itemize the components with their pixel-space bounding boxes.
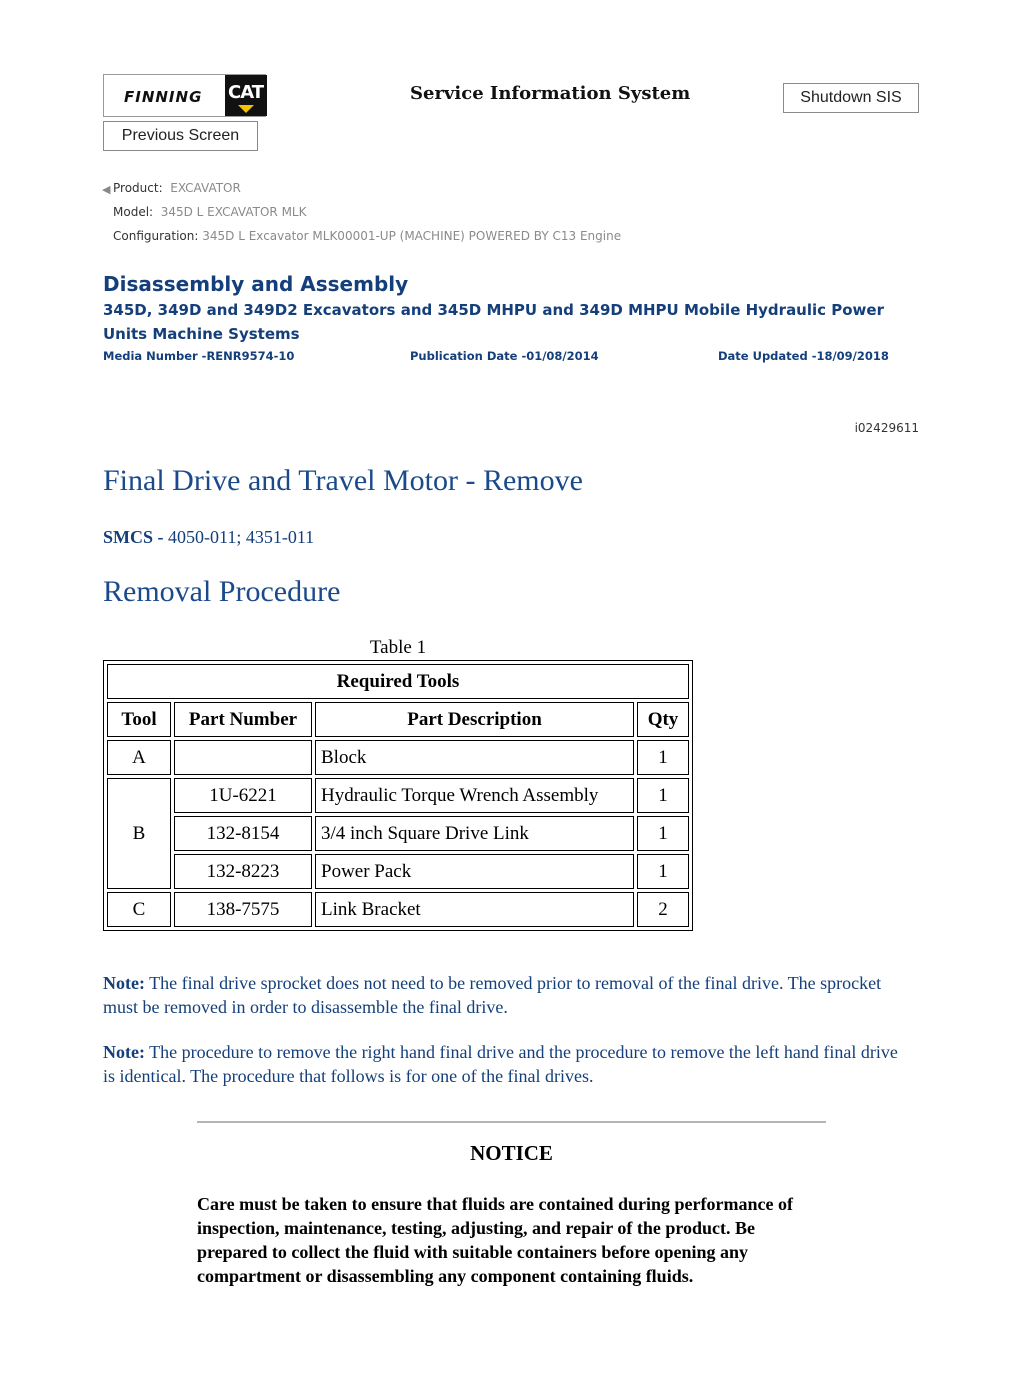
- part-number-cell: 132-8154: [174, 816, 312, 851]
- table-row: [107, 816, 689, 851]
- tool-cell: A: [107, 740, 171, 775]
- note-text: The final drive sprocket does not need to be removed prior to removal of the final drive. The sprocket must be removed in order to disassemble the final drive.: [103, 973, 882, 1017]
- note-label: Note:: [103, 1042, 145, 1062]
- table-title-row: [107, 664, 689, 699]
- date-updated: Date Updated -18/09/2018: [718, 349, 889, 363]
- part-description-cell: 3/4 inch Square Drive Link: [315, 816, 634, 851]
- cat-logo-text: CAT: [228, 82, 264, 103]
- table-row: [107, 854, 689, 889]
- table-row: [107, 892, 689, 927]
- cat-triangle-icon: [238, 105, 254, 113]
- notice-title: NOTICE: [470, 1141, 553, 1165]
- finning-cat-logo: [103, 74, 266, 117]
- finning-logo-text: FINNING: [124, 88, 203, 106]
- smcs-value: 4050-011; 4351-011: [163, 527, 315, 547]
- shutdown-sis-button[interactable]: Shutdown SIS: [783, 83, 919, 113]
- qty-cell: 1: [637, 740, 689, 775]
- note-paragraph: [103, 1040, 903, 1088]
- product-label: Product:: [113, 181, 163, 195]
- column-header-tool: Tool: [107, 702, 171, 737]
- part-number-cell: 1U-6221: [174, 778, 312, 813]
- publication-date: Publication Date -01/08/2014: [410, 349, 599, 363]
- column-header-part-description: Part Description: [315, 702, 634, 737]
- product-value[interactable]: EXCAVATOR: [170, 181, 241, 195]
- section-heading: Disassembly and Assembly: [103, 272, 409, 296]
- sis-title: Service Information System: [410, 83, 691, 104]
- table-title: Required Tools: [107, 664, 689, 699]
- document-id: i02429611: [854, 421, 919, 435]
- required-tools-table: [103, 660, 693, 931]
- qty-cell: 2: [637, 892, 689, 927]
- part-number-cell: 132-8223: [174, 854, 312, 889]
- notice-divider: [197, 1121, 826, 1123]
- document-subtitle: 345D, 349D and 349D2 Excavators and 345D MHPU and 349D MHPU Mobile Hydraulic Power Units Machine Systems: [103, 301, 884, 343]
- table-header-row: [107, 702, 689, 737]
- table-caption: Table 1: [369, 637, 427, 658]
- qty-cell: 1: [637, 816, 689, 851]
- model-value[interactable]: 345D L EXCAVATOR MLK: [160, 205, 307, 219]
- column-header-qty: Qty: [637, 702, 689, 737]
- note-text: The procedure to remove the right hand final drive and the procedure to remove the left hand final drive is identical. The procedure that follows is for one of the final drives.: [103, 1042, 898, 1086]
- part-description-cell: Block: [315, 740, 634, 775]
- configuration-line: [113, 229, 621, 243]
- cat-logo-icon: [225, 75, 267, 116]
- previous-screen-button[interactable]: Previous Screen: [103, 121, 258, 151]
- table-row: [107, 740, 689, 775]
- qty-cell: 1: [637, 778, 689, 813]
- part-number-cell: [174, 740, 312, 775]
- model-label: Model:: [113, 205, 154, 219]
- notice-body: Care must be taken to ensure that fluids are contained during performance of inspection, maintenance, testing, adjusting, and repair of the product. Be prepared to collect the fluid with suitable containers before opening any compartment or disassembling any component containing fluids.: [197, 1194, 793, 1286]
- tool-cell: C: [107, 892, 171, 927]
- part-description-cell: Power Pack: [315, 854, 634, 889]
- part-description-cell: Hydraulic Torque Wrench Assembly: [315, 778, 634, 813]
- page-title: Final Drive and Travel Motor - Remove: [103, 464, 583, 497]
- column-header-part-number: Part Number: [174, 702, 312, 737]
- qty-cell: 1: [637, 854, 689, 889]
- media-number: Media Number -RENR9574-10: [103, 349, 295, 363]
- model-line: [113, 205, 306, 219]
- product-line: [113, 181, 241, 195]
- note-label: Note:: [103, 973, 145, 993]
- part-description-cell: Link Bracket: [315, 892, 634, 927]
- table-row: [107, 778, 689, 813]
- back-arrow-icon[interactable]: ◀: [102, 183, 111, 196]
- smcs-label: SMCS -: [103, 527, 164, 547]
- configuration-label: Configuration:: [113, 229, 199, 243]
- smcs-line: [103, 527, 314, 548]
- procedure-heading: Removal Procedure: [103, 575, 341, 608]
- note-paragraph: [103, 971, 903, 1019]
- configuration-value[interactable]: 345D L Excavator MLK00001-UP (MACHINE) POWERED BY C13 Engine: [202, 229, 622, 243]
- tool-cell: B: [107, 778, 171, 889]
- part-number-cell: 138-7575: [174, 892, 312, 927]
